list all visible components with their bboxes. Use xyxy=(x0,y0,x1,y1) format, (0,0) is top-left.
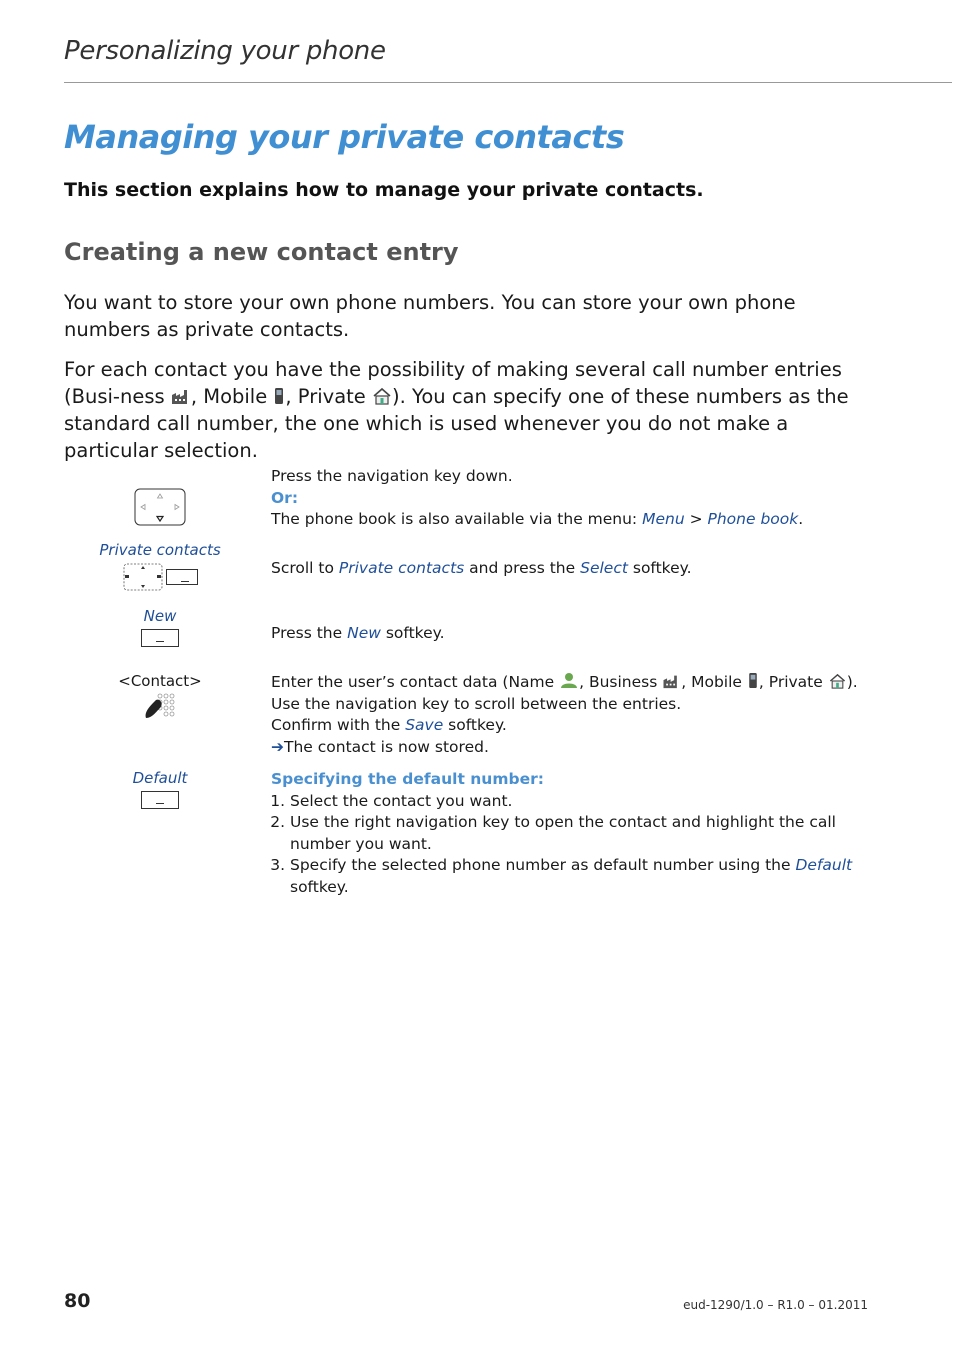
step4-line2: Use the navigation key to scroll between the entries. xyxy=(271,694,682,713)
step4-c: , Mobile xyxy=(681,673,747,691)
contact-label: <Contact> xyxy=(118,672,202,690)
default-steps-list xyxy=(271,791,871,899)
step4-line3 xyxy=(271,715,871,737)
step1-text xyxy=(271,466,871,531)
business-icon xyxy=(171,387,191,405)
select-softkey-name: Select xyxy=(580,559,628,577)
step2-b: and press the xyxy=(464,559,581,577)
step1-left xyxy=(64,488,256,530)
private-contacts-link: Private contacts xyxy=(338,559,465,577)
header-rule xyxy=(64,82,952,83)
list-item: 1. Select the contact you want. xyxy=(290,791,871,813)
para2-b: , Mobile xyxy=(190,385,274,408)
default-softkey-name: Default xyxy=(795,856,853,874)
step3-left xyxy=(64,607,256,651)
private-home-icon xyxy=(828,673,847,689)
private-home-icon xyxy=(372,387,392,405)
step4-d: , Private xyxy=(758,673,828,691)
intro-text: This section explains how to manage your private contacts. xyxy=(64,179,704,201)
softkey-icon xyxy=(141,629,179,647)
result-arrow-icon: ➔ xyxy=(271,737,284,756)
mobile-icon xyxy=(273,387,285,405)
page-number: 80 xyxy=(64,1290,91,1312)
step4-left xyxy=(64,672,256,724)
list-item xyxy=(290,855,871,898)
default-number-heading: Specifying the default number: xyxy=(271,770,544,788)
save-softkey-name: Save xyxy=(405,716,444,734)
step2-a: Scroll to xyxy=(271,559,339,577)
step5-text xyxy=(271,769,871,898)
new-label: New xyxy=(143,607,177,625)
step5-left xyxy=(64,769,256,813)
menu-link: Menu xyxy=(642,510,685,528)
para2-d: ). You can specify one of these numbers as the standard call number, the one which is used whenever you do not make a particular selection. xyxy=(64,385,849,462)
private-contacts-label: Private contacts xyxy=(99,541,221,559)
step4-line4-text: The contact is now stored. xyxy=(284,737,489,756)
business-icon xyxy=(662,673,681,689)
softkey-icon xyxy=(166,569,198,585)
step3-b: softkey. xyxy=(380,624,445,642)
step1-or: Or: xyxy=(271,488,299,507)
paragraph-2 xyxy=(64,356,884,464)
item3-b: softkey. xyxy=(290,877,349,896)
step4-line1 xyxy=(271,672,871,694)
step4-e: ). xyxy=(846,673,858,691)
navigation-key-icon xyxy=(134,488,186,526)
chapter-header: Personalizing your phone xyxy=(64,36,386,66)
navigation-key-icon xyxy=(123,563,165,591)
default-label: Default xyxy=(132,769,188,787)
step4-text xyxy=(271,672,871,758)
keypad-icon xyxy=(142,692,178,720)
para2-c: , Private xyxy=(285,385,372,408)
page-title: Managing your private contacts xyxy=(64,118,625,156)
step4-b: , Business xyxy=(579,673,663,691)
phone-book-link: Phone book xyxy=(707,510,799,528)
step3-text xyxy=(271,623,871,645)
step1-gt: > xyxy=(684,510,708,528)
step4-line3a: Confirm with the xyxy=(271,716,406,734)
step2-text xyxy=(271,558,871,580)
item3-a: Specify the selected phone number as default number using the xyxy=(290,856,796,874)
document-reference: eud-1290/1.0 – R1.0 – 01.2011 xyxy=(683,1298,868,1312)
step2-c: softkey. xyxy=(627,559,692,577)
paragraph-1: You want to store your own phone numbers. You can store your own phone numbers as private contacts. xyxy=(64,291,796,341)
para2-a: For each contact you have the possibility of making several call number entries (Busi-ness xyxy=(64,358,842,408)
list-item: 2. Use the right navigation key to open the contact and highlight the call number you want. xyxy=(290,812,871,855)
mobile-icon xyxy=(747,672,759,689)
step1-line3a: The phone book is also available via the menu: xyxy=(271,510,643,528)
step4-line3b: softkey. xyxy=(443,716,507,734)
new-softkey-name: New xyxy=(347,624,381,642)
step2-left xyxy=(64,541,256,591)
step1-line1: Press the navigation key down. xyxy=(271,467,513,485)
step1-dot: . xyxy=(798,510,804,528)
step4-line4 xyxy=(271,737,871,759)
name-person-icon xyxy=(559,672,579,689)
step4-a: Enter the user’s contact data (Name xyxy=(271,673,560,691)
softkey-icon xyxy=(141,791,179,809)
section-subtitle: Creating a new contact entry xyxy=(64,238,459,266)
step3-a: Press the xyxy=(271,624,348,642)
step1-line3 xyxy=(271,509,871,531)
